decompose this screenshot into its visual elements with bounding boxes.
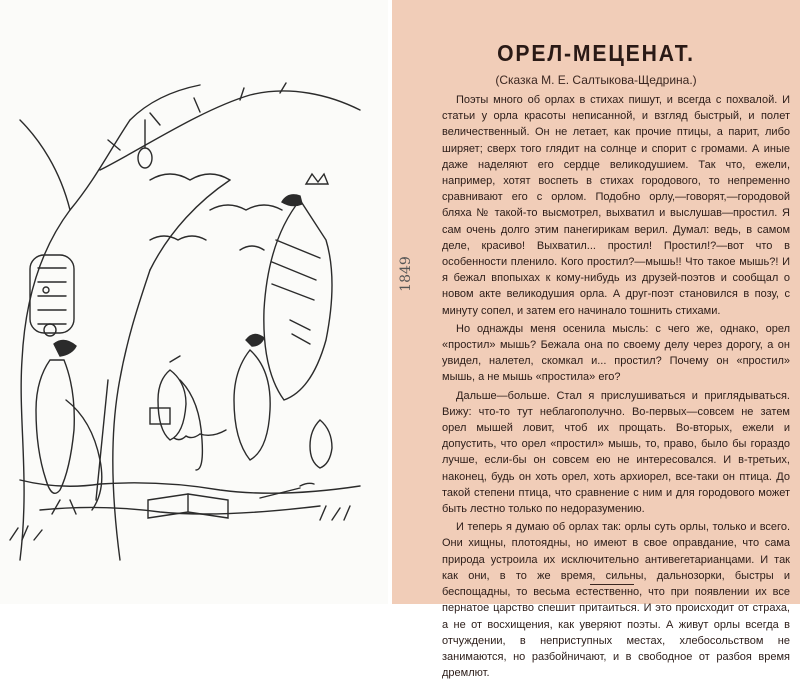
article-title: ОРЕЛ-МЕЦЕНАТ. <box>497 40 695 66</box>
text-page <box>392 0 800 680</box>
article-subtitle: (Сказка М. Е. Салтыкова-Щедрина.) <box>495 73 697 87</box>
paragraph-1: Поэты много об орлах в стихах пишут, и всегда с похвалой. И статьи у орла красоты неписанной, и взгляд быстрый, и полет величественный. Он не летает, как прочие птицы, а парит, либо ширяет; сверх того глядит на солнце и спорит с громами. А иные даже наделяют его сердце великодушием. Так что, ежели, например, хотят воспеть в стихах городового, то непременно сравнивают его с орлом. Подобно орлу,—говорят,—городовой бляха № такой-то высмотрел, выхватил и выслушав—простил. Я сам очень долго этим панегирикам верил. Думал: ведь, в самом деле, красиво! Выхватил... простил! Простил!?—вот что в особенности пленило. Кого простил?—мышь!! Что такое мышь?! И я бежал впопыхах к кому-нибудь из друзей-поэтов и сообщал о новом акте великодушия орла. А друг-поэт становился в позу, с минуту сопел, и затем его начинало тошнить стихами. <box>442 94 790 317</box>
illustration-page <box>0 0 388 604</box>
end-rule <box>590 584 634 585</box>
engraving-illustration <box>0 0 388 604</box>
margin-note-text: 1849 <box>398 256 414 292</box>
paragraph-2: Но однажды меня осенила мысль: с чего же, однако, орел «простил» мышь? Бежала она по своему делу через дорогу, а он увидел, налетел, скомкал и... простил? Почему он «простил» мышь, а не мышь «простила» его? <box>442 322 790 384</box>
pencil-margin-note <box>400 238 420 310</box>
paragraph-3: Дальше—больше. Стал я прислушиваться и приглядываться. Вижу: что-то тут неблагополучно. Во-первых—совсем не затем орел мышей ловит, чтоб их прощать. Во-вторых, ежели и допустить, что орел «простил» мышь, то, право, было бы гораздо лучше, если-бы он совсем ею не интересовался. И в-третьих, наконец, будь он хоть орел, хоть архиорел, все-таки он птица. До такой степени птица, что сравнение с ним и для городового может быть лестно только по недоразумению. <box>442 389 790 516</box>
article-body <box>442 92 790 683</box>
paragraph-4: И теперь я думаю об орлах так: орлы суть орлы, только и всего. Они хищны, плотоядны, но имеют в свое оправдание, что сама природа устроила их исключительно антивегетарианцами. И так как они, в то же время, сильны, дальнозорки, быстры и беспощадны, то весьма естественно, что при появлении их все пернатое царство спешит притаиться. И это происходит от страха, а не от восхищения, как уверяют поэты. А живут орлы всегда в отчуждении, в неприступных местах, хлебосольством не занимаются, но разбойничают, и в свободное от разбоя время дремлют. <box>442 521 790 680</box>
